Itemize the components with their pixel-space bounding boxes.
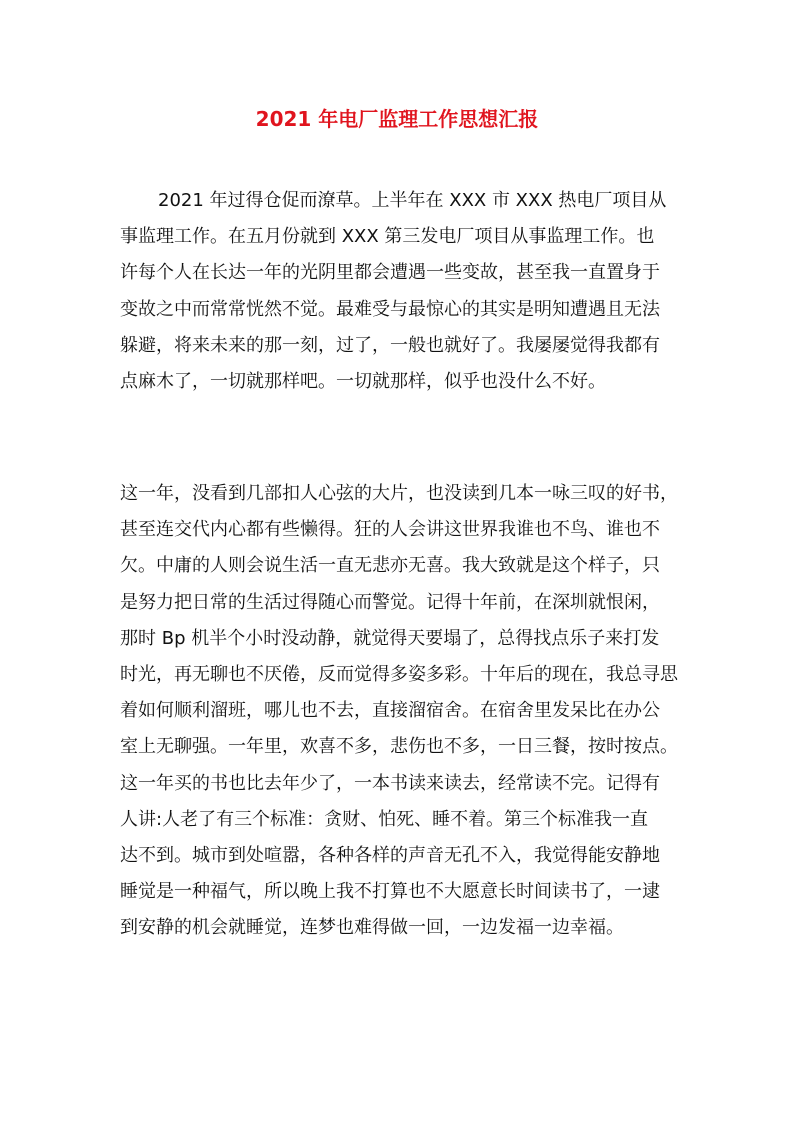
paragraph-line: 2021 年过得仓促而潦草。上半年在 XXX 市 XXX 热电厂项目从 (158, 190, 667, 211)
paragraph-line: 这一年买的书也比去年少了，一本书读来读去，经常读不完。记得有 (120, 772, 660, 794)
paragraph-line: 躲避，将来未来的那一刻，过了，一般也就好了。我屡屡觉得我都有 (120, 334, 660, 356)
paragraph-1 (120, 183, 686, 400)
paragraph-line: 是努力把日常的生活过得随心而警觉。记得十年前，在深圳就恨闲， (120, 591, 660, 613)
paragraph-2 (120, 476, 686, 946)
paragraph-line: 甚至连交代内心都有些懒得。狂的人会讲这世界我谁也不鸟、谁也不 (120, 519, 660, 541)
paragraph-line: 达不到。城市到处喧嚣，各种各样的声音无孔不入，我觉得能安静地 (120, 844, 660, 866)
paragraph-line: 室上无聊强。一年里，欢喜不多，悲伤也不多，一日三餐，按时按点。 (120, 736, 678, 758)
paragraph-line: 事监理工作。在五月份就到 XXX 第三发电厂项目从事监理工作。也 (120, 226, 655, 248)
paragraph-line: 睡觉是一种福气，所以晚上我不打算也不大愿意长时间读书了，一逮 (120, 881, 660, 903)
paragraph-line: 这一年，没看到几部扣人心弦的大片，也没读到几本一咏三叹的好书， (120, 483, 678, 504)
paragraph-line: 那时 Bp 机半个小时没动静，就觉得天要塌了，总得找点乐子来打发 (120, 627, 660, 649)
paragraph-line: 欠。中庸的人则会说生活一直无悲亦无喜。我大致就是这个样子，只 (120, 555, 660, 577)
paragraph-line: 许每个人在长达一年的光阴里都会遭遇一些变故，甚至我一直置身于 (120, 262, 660, 284)
paragraph-line: 时光，再无聊也不厌倦，反而觉得多姿多彩。十年后的现在，我总寻思 (120, 663, 678, 685)
paragraph-line: 变故之中而常常恍然不觉。最难受与最惊心的其实是明知遭遇且无法 (120, 298, 660, 320)
paragraph-line: 点麻木了，一切就那样吧。一切就那样，似乎也没什么不好。 (120, 370, 606, 392)
paragraph-line: 到安静的机会就睡觉，连梦也难得做一回，一边发福一边幸福。 (120, 917, 624, 939)
document-title: 2021 年电厂监理工作思想汇报 (255, 107, 539, 131)
paragraph-line: 人讲:人老了有三个标准：贪财、怕死、睡不着。第三个标准我一直 (120, 808, 649, 830)
paragraph-line: 着如何顺利溜班，哪儿也不去，直接溜宿舍。在宿舍里发呆比在办公 (120, 700, 660, 722)
